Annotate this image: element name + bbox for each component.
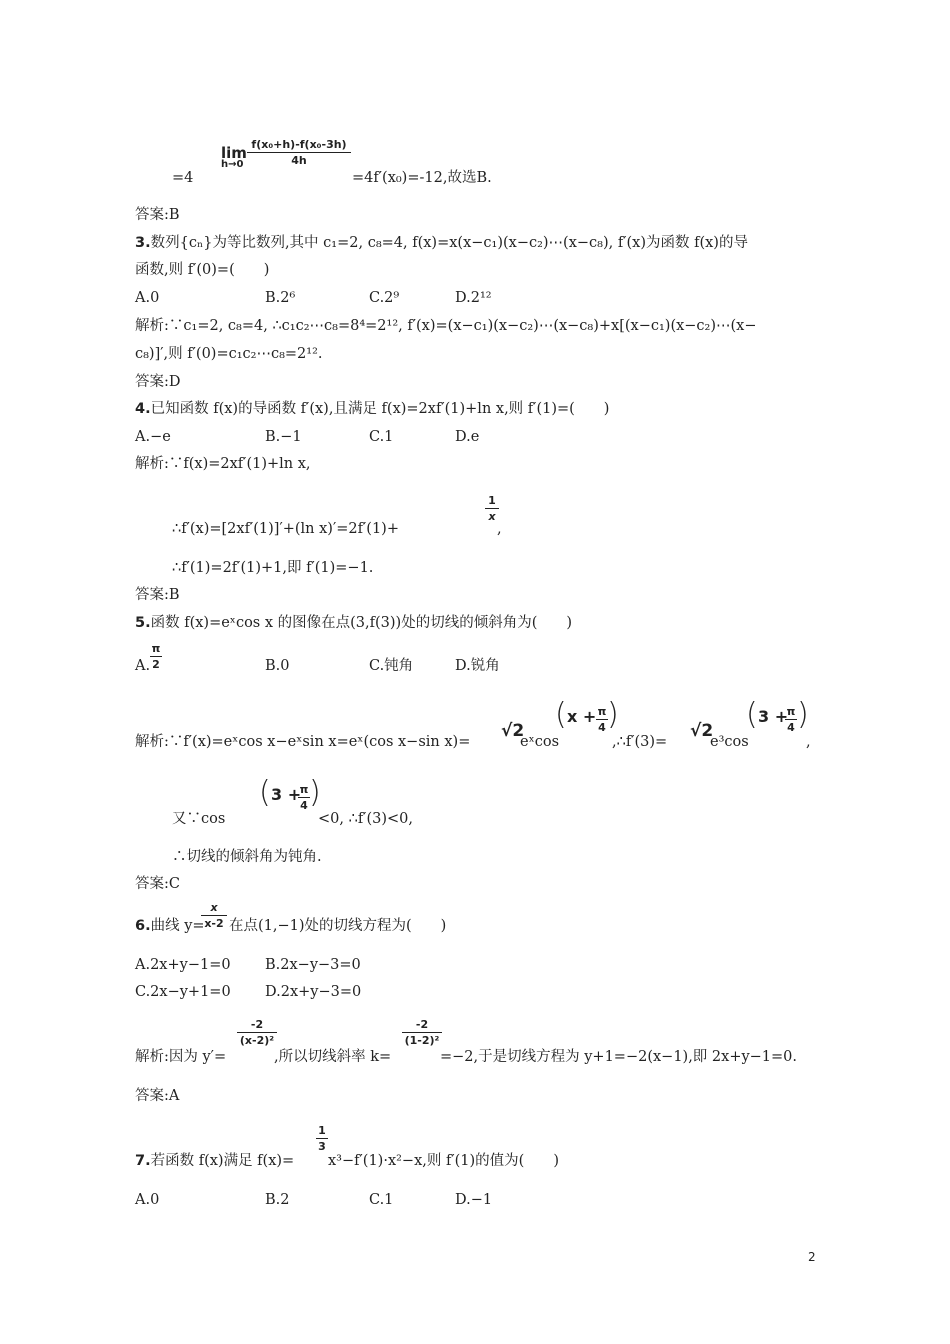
sqrt2-first: √2 [501, 721, 525, 741]
q5-solution-line1d: e³cos [710, 734, 749, 750]
q5-number: 5. [135, 615, 151, 631]
paren-right-2: ) [797, 697, 809, 732]
q5-solution-line1b: eˣcos [520, 734, 560, 750]
q5-option-b: B.0 [265, 658, 290, 674]
q7-option-b: B.2 [265, 1192, 290, 1208]
paren2-inner: 3 + [758, 707, 789, 726]
q3-solution-line1: 解析:∵c₁=2, c₈=4, ∴c₁c₂⋯c₈=8⁴=2¹², f′(x)=(x−c₁)(x−c₂)⋯(x−c₈)+x[(x−c₁)(x−c₂)⋯(x− [135, 318, 757, 334]
q4-option-a: A.−e [135, 429, 171, 445]
q7-stem-a: 若函数 f(x)满足 f(x)= [150, 1153, 295, 1169]
q5-stem: 函数 f(x)=eˣcos x 的图像在点(3,f(3))处的切线的倾斜角为( ) [150, 615, 573, 631]
answer-5: 答案:C [135, 876, 180, 892]
paren3-inner: 3 + [271, 785, 302, 804]
q3-option-d: D.2¹² [455, 290, 492, 306]
q7-option-a: A.0 [135, 1192, 160, 1208]
q7-fraction: 1 3 [316, 1124, 328, 1153]
q5-option-c: C.钝角 [369, 658, 414, 674]
q5-option-a-fraction: π 2 [151, 642, 161, 671]
answer-2: 答案:B [135, 207, 180, 223]
q5-option-a-label: A. [135, 658, 151, 674]
answer-3: 答案:D [135, 374, 181, 390]
q4-fraction: 1 x [485, 494, 499, 523]
q6-solution-fraction1: -2 (x-2)² [237, 1018, 277, 1047]
lim-symbol: lim [221, 144, 247, 162]
paren-left-1: ( [555, 697, 567, 732]
limit-result: =4f′(x₀)=-12,故选B. [352, 170, 492, 186]
q5-solution-line3: ∴切线的倾斜角为钝角. [172, 849, 322, 865]
paren-right-3: ) [309, 775, 321, 810]
page-number: 2 [808, 1250, 816, 1264]
q4-option-d: D.e [455, 429, 480, 445]
q3-option-b: B.2⁶ [265, 290, 296, 306]
q5-solution-line1c: ,∴f′(3)= [612, 734, 668, 750]
paren1-fraction: π 4 [597, 705, 607, 734]
paren3-fraction: π 4 [299, 783, 309, 812]
answer-4: 答案:B [135, 587, 180, 603]
q6-option-a: A.2x+y−1=0 [135, 957, 231, 973]
answer-6: 答案:A [135, 1088, 180, 1104]
lim-subscript: h→0 [221, 159, 244, 170]
q3-stem-line2: 函数,则 f′(0)=( ) [135, 262, 270, 278]
q5-solution-line2a: 又∵cos [172, 811, 226, 827]
q6-fraction: x x-2 [201, 901, 227, 930]
q6-option-b: B.2x−y−3=0 [265, 957, 361, 973]
q5-solution-line1a: 解析:∵f′(x)=eˣcos x−eˣsin x=eˣ(cos x−sin x)= [135, 734, 471, 750]
paren1-inner: x + [567, 707, 597, 726]
q4-stem: 已知函数 f(x)的导函数 f′(x),且满足 f(x)=2xf′(1)+ln x,则 f′(1)=( ) [150, 401, 610, 417]
limit-denominator: 4h [291, 154, 307, 167]
q4-option-b: B.−1 [265, 429, 302, 445]
sqrt2-second: √2 [690, 721, 714, 741]
q6-option-d: D.2x+y−3=0 [265, 984, 362, 1000]
q4-solution-line3: ∴f′(1)=2f′(1)+1,即 f′(1)=−1. [172, 560, 374, 576]
q6-stem-a: 曲线 y= [150, 918, 205, 934]
paren-right-1: ) [607, 697, 619, 732]
q5-option-d: D.锐角 [455, 658, 500, 674]
q6-number: 6. [135, 918, 151, 934]
q6-solution-b: ,所以切线斜率 k= [274, 1049, 392, 1065]
q4-solution-line2-end: , [497, 521, 502, 537]
q6-stem-b: 在点(1,−1)处的切线方程为( ) [229, 918, 447, 934]
q6-solution-c: =−2,于是切线方程为 y+1=−2(x−1),即 2x+y−1=0. [440, 1049, 798, 1065]
q6-solution-a: 解析:因为 y′= [135, 1049, 227, 1065]
q6-solution-fraction2: -2 (1-2)² [402, 1018, 442, 1047]
q7-option-c: C.1 [369, 1192, 394, 1208]
q3-solution-line2: c₈)]′,则 f′(0)=c₁c₂⋯c₈=2¹². [135, 346, 323, 362]
limit-numerator: f(x₀+h)-f(x₀-3h) [251, 138, 347, 151]
q6-option-c: C.2x−y+1=0 [135, 984, 231, 1000]
paren-left-2: ( [746, 697, 758, 732]
q4-option-c: C.1 [369, 429, 394, 445]
limit-fraction [247, 138, 351, 167]
limit-lead: =4 [172, 170, 194, 186]
q7-stem-b: x³−f′(1)·x²−x,则 f′(1)的值为( ) [328, 1153, 559, 1169]
q3-option-a: A.0 [135, 290, 160, 306]
q7-option-d: D.−1 [455, 1192, 493, 1208]
paren2-fraction: π 4 [786, 705, 796, 734]
q5-solution-line1e: , [806, 734, 811, 750]
q7-number: 7. [135, 1153, 151, 1169]
q3-option-c: C.2⁹ [369, 290, 400, 306]
q3-number: 3. [135, 235, 151, 251]
q4-solution-line2: ∴f′(x)=[2xf′(1)]′+(ln x)′=2f′(1)+ [172, 521, 399, 537]
q4-solution-line1: 解析:∵f(x)=2xf′(1)+ln x, [135, 456, 311, 472]
q5-solution-line2b: <0, ∴f′(3)<0, [318, 811, 414, 827]
q4-number: 4. [135, 401, 151, 417]
q3-stem-line1: 数列{cₙ}为等比数列,其中 c₁=2, c₈=4, f(x)=x(x−c₁)(x−c₂)⋯(x−c₈), f′(x)为函数 f(x)的导 [150, 235, 748, 251]
paren-left-3: ( [259, 775, 271, 810]
